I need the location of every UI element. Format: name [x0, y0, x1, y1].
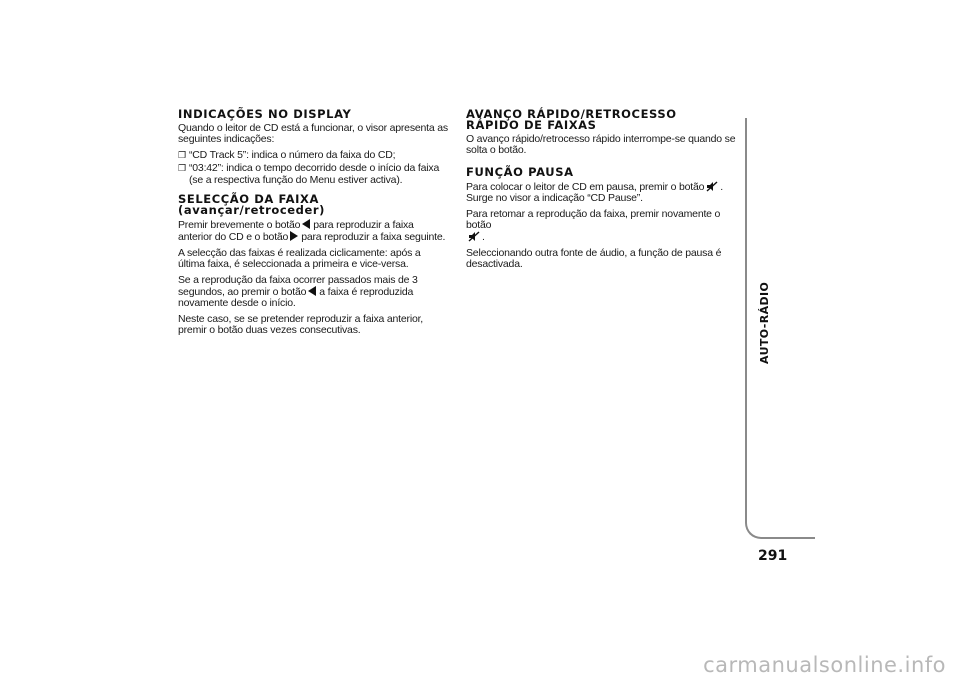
section-title-display-indications [178, 109, 450, 120]
section-title-pause-function [466, 164, 738, 179]
paragraph-cyclic-selection: A selecção das faixas é realizada ciclicamente: após a última faixa, é seleccionada a primeira e vice-versa. [178, 246, 421, 271]
list-item [178, 150, 450, 161]
chapter-label: AUTO-RÁDIO [758, 281, 771, 364]
triangle-left-icon [308, 286, 316, 296]
paragraph-double-press: Neste caso, se se pretender reproduzir a faixa anterior, premir o botão duas vezes consecutivas. [178, 312, 424, 337]
section-title-text: INDICAÇÕES NO DISPLAY [178, 107, 352, 121]
mute-pause-icon [706, 181, 718, 192]
text-span: Se a reprodução da faixa ocorrer passados mais de 3 segundos, ao premir o botão [178, 273, 418, 299]
text-span: . Surge no visor a indicação “CD Pause”. [466, 180, 723, 205]
section-title-text: FUNÇÃO PAUSA [466, 164, 574, 179]
section-title-line: SELECÇÃO DA FAIXA [178, 192, 320, 207]
chapter-tab-rule [745, 118, 815, 539]
list-item [178, 163, 450, 186]
triangle-left-icon [302, 219, 310, 229]
triangle-right-icon [290, 231, 298, 241]
checkbox-bullet-icon: ❒ [178, 163, 186, 174]
section-title-line: (avançar/retroceder) [178, 203, 326, 218]
section-title-track-selection [178, 194, 450, 216]
paragraph-other-source: Seleccionando outra fonte de áudio, a função de pausa é desactivada. [466, 246, 722, 271]
paragraph-fast-forward: O avanço rápido/retrocesso rápido interrompe-se quando se solta o botão. [466, 133, 736, 157]
paragraph-display-intro: Quando o leitor de CD está a funcionar, o visor apresenta as seguintes indicações: [178, 122, 448, 146]
text-span: a faixa é reproduzida novamente desde o início. [178, 286, 414, 310]
paragraph-pause [466, 181, 738, 205]
text-span: Para colocar o leitor de CD em pausa, premir o botão [466, 180, 705, 193]
text-span: Para retomar a reprodução da faixa, premir novamente o botão [466, 207, 721, 232]
paragraph-restart-track [178, 275, 450, 310]
right-column [466, 109, 738, 275]
list-item-text: “CD Track 5”: indica o número da faixa do CD; [189, 148, 396, 161]
watermark: carmanualsonline.info [703, 653, 946, 677]
text-span: para reproduzir a faixa anterior do CD e o botão [178, 219, 414, 244]
section-title-line: AVANÇO RÁPIDO/RETROCESSO [466, 107, 677, 121]
list-item-text: “03:42”: indica o tempo decorrido desde o início da faixa (se a respectiva função do Menu estiver activa). [189, 162, 440, 186]
text-span: Premir brevemente o botão [178, 219, 301, 232]
section-title-line: RÁPIDO DE FAIXAS [466, 118, 597, 132]
paragraph-track-buttons [178, 219, 450, 244]
text-span: para reproduzir a faixa seguinte. [301, 231, 446, 244]
section-title-fast-forward [466, 109, 738, 131]
checkbox-bullet-icon: ❒ [178, 149, 186, 160]
text-span: . [482, 231, 485, 244]
mute-pause-icon [468, 231, 480, 242]
paragraph-resume [466, 209, 738, 244]
page-number: 291 [758, 548, 788, 564]
left-column [178, 109, 450, 341]
